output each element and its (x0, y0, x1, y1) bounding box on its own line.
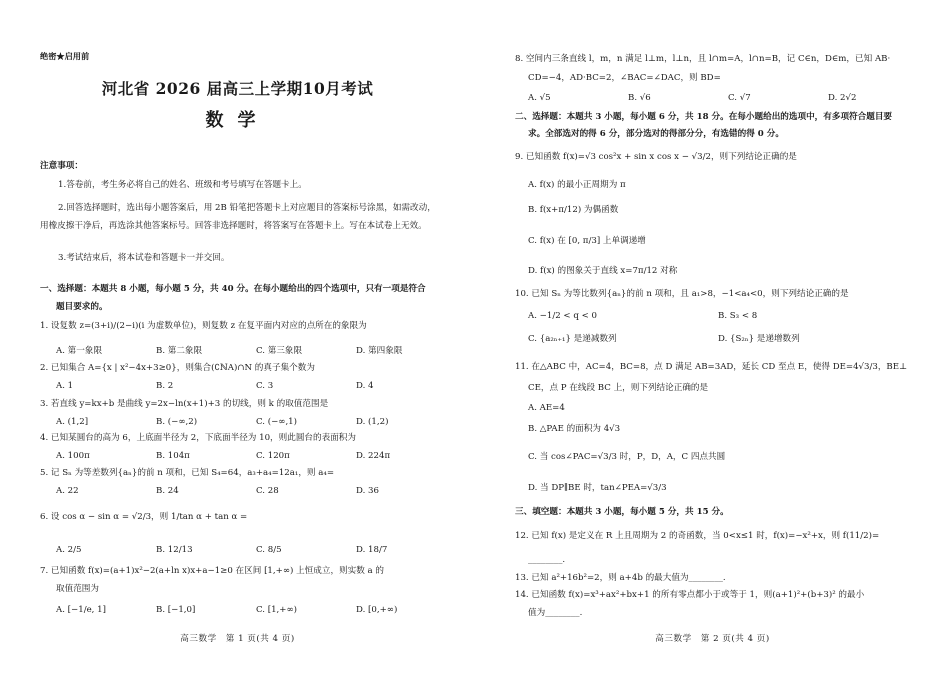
page-1-footer: 高三数学 第 1 页(共 4 页) (180, 634, 295, 644)
question-13: 13. 已知 a²+16b²=2，则 a+4b 的最大值为________. (515, 573, 726, 583)
q11-option-d: D. 当 DP∥BE 时，tan∠PEA=√3/3 (528, 483, 667, 493)
question-14-line1: 14. 已知函数 f(x)=x³+ax²+bx+1 的所有零点都小于或等于 1，则(a+1)²+(b+3)² 的最小 (515, 590, 865, 600)
question-8-line2: CD=−4，AD·BC=2，∠BAC=∠DAC，则 BD= (528, 73, 721, 83)
secret-label: 绝密★启用前 (40, 51, 90, 61)
q2-option-a: A. 1 (56, 381, 74, 391)
q7-option-c: C. [1,+∞) (256, 605, 297, 615)
q10-option-b: B. S₃ < 8 (718, 311, 758, 321)
q6-option-a: A. 2/5 (56, 545, 82, 555)
q1-option-a: A. 第一象限 (56, 346, 103, 356)
question-12-line2: ________. (528, 555, 566, 565)
question-14-line2: 值为________. (528, 608, 583, 618)
q6-option-c: C. 8/5 (256, 545, 282, 555)
q7-option-a: A. [−1/e, 1] (56, 605, 106, 615)
q8-option-d: D. 2√2 (828, 93, 857, 103)
notice-2: 2.回答选择题时，选出每小题答案后，用 2B 铅笔把答题卡上对应题目的答案标号涂黑，如需改动，用橡皮擦干净后，再选涂其他答案标号。回答非选择题时，将答案写在答题卡上。写在本试卷上无效。 (40, 203, 436, 231)
q5-option-d: D. 36 (356, 486, 379, 496)
section1-header-line1: 一、选择题：本题共 8 小题，每小题 5 分，共 40 分。在每小题给出的四个选项中，只有一项是符合 (40, 284, 426, 294)
section1-header-line2: 题目要求的。 (56, 302, 108, 312)
q11-option-b: B. △PAE 的面积为 4√3 (528, 424, 621, 434)
q9-option-d: D. f(x) 的图象关于直线 x=7π/12 对称 (528, 266, 678, 276)
notice-1: 1.答卷前，考生务必将自己的姓名、班级和考号填写在答题卡上。 (58, 180, 307, 190)
section2-header-line1: 二、选择题：本题共 3 小题，每小题 6 分，共 18 分。在每小题给出的选项中，有多项符合题目要 (515, 112, 893, 122)
q5-option-a: A. 22 (56, 486, 79, 496)
subject-title: 数学 (205, 110, 270, 131)
q1-option-d: D. 第四象限 (356, 346, 403, 356)
page-2-footer: 高三数学 第 2 页(共 4 页) (655, 634, 770, 644)
question-6-stem: 6. 设 cos α − sin α = √2/3，则 1/tan α + tan α = (40, 512, 248, 522)
question-1-stem: 1. 设复数 z=(3+i)/(2−i)(i 为虚数单位)，则复数 z 在复平面内对应的点所在的象限为 (40, 321, 367, 331)
question-7-stem-cont: 取值范围为 (56, 584, 99, 594)
question-12-line1: 12. 已知 f(x) 是定义在 R 上且周期为 2 的奇函数，当 0<x≤1 时，f(x)=−x²+x，则 f(11/2)= (515, 531, 880, 541)
q9-option-c: C. f(x) 在 [0, π/3] 上单调递增 (528, 236, 646, 246)
q9-option-b: B. f(x+π/12) 为偶函数 (528, 205, 619, 215)
question-11-line2: CE，点 P 在线段 BC 上，则下列结论正确的是 (528, 383, 709, 393)
q10-option-c: C. {a₂ₙ₊₁} 是递减数列 (528, 334, 617, 344)
section2-header-line2: 求。全部选对的得 6 分，部分选对的得部分分，有选错的得 0 分。 (528, 129, 784, 139)
q4-option-d: D. 224π (356, 451, 391, 461)
q4-option-b: B. 104π (156, 451, 190, 461)
q3-option-d: D. (1,2) (356, 417, 389, 427)
question-2-stem: 2. 已知集合 A={x | x²−4x+3≥0}，则集合(∁ℕA)∩N 的真子集个数为 (40, 363, 315, 373)
q7-option-d: D. [0,+∞) (356, 605, 398, 615)
q10-option-d: D. {S₂ₙ} 是递增数列 (718, 334, 800, 344)
q5-option-c: C. 28 (256, 486, 279, 496)
exam-page-2 (475, 0, 950, 673)
question-5-stem: 5. 记 Sₙ 为等差数列{aₙ}的前 n 项和，已知 S₄=64，a₃+a₄=12a₁，则 a₄= (40, 468, 335, 478)
q8-option-a: A. √5 (528, 93, 551, 103)
q2-option-c: C. 3 (256, 381, 274, 391)
q2-option-b: B. 2 (156, 381, 174, 391)
question-10-stem: 10. 已知 Sₙ 为等比数列{aₙ}的前 n 项和，且 a₁>8，−1<a₄<0，则下列结论正确的是 (515, 289, 849, 299)
question-8-line1: 8. 空间内三条直线 l，m，n 满足 l⊥m，l⊥n，且 l∩m=A，l∩n=B，记 C∈n，D∈m，已知 AB· (515, 54, 891, 64)
q6-option-b: B. 12/13 (156, 545, 193, 555)
q4-option-a: A. 100π (56, 451, 90, 461)
q11-option-a: A. AE=4 (528, 403, 565, 413)
question-3-stem: 3. 若直线 y=kx+b 是曲线 y=2x−ln(x+1)+3 的切线，则 k 的取值范围是 (40, 399, 329, 409)
question-9-stem: 9. 已知函数 f(x)=√3 cos²x + sin x cos x − √3/2，则下列结论正确的是 (515, 152, 797, 162)
q1-option-b: B. 第二象限 (156, 346, 203, 356)
question-4-stem: 4. 已知某圆台的高为 6，上底面半径为 2，下底面半径为 10，则此圆台的表面积为 (40, 433, 356, 443)
exam-title: 河北省 2026 届高三上学期10月考试 (101, 79, 374, 98)
q3-option-a: A. (1,2] (56, 417, 89, 427)
q1-option-c: C. 第三象限 (256, 346, 303, 356)
question-11-line1: 11. 在△ABC 中，AC=4，BC=8，点 D 满足 AB=3AD，延长 CD 至点 E，使得 DE=4√3/3，BE⊥ (515, 362, 908, 372)
q2-option-d: D. 4 (356, 381, 374, 391)
q7-option-b: B. [−1,0] (156, 605, 196, 615)
q8-option-c: C. √7 (728, 93, 751, 103)
q9-option-a: A. f(x) 的最小正周期为 π (528, 180, 626, 190)
q8-option-b: B. √6 (628, 93, 651, 103)
q3-option-c: C. (−∞,1) (256, 417, 297, 427)
q11-option-c: C. 当 cos∠PAC=√3/3 时，P，D，A，C 四点共圆 (528, 452, 726, 462)
section3-header: 三、填空题：本题共 3 小题，每小题 5 分，共 15 分。 (515, 507, 729, 517)
q6-option-d: D. 18/7 (356, 545, 388, 555)
notice-3: 3.考试结束后，将本试卷和答题卡一并交回。 (58, 253, 230, 263)
question-7-stem: 7. 已知函数 f(x)=(a+1)x²−2(a+ln x)x+a−1≥0 在区间 [1,+∞) 上恒成立，则实数 a 的 (40, 566, 384, 576)
q5-option-b: B. 24 (156, 486, 179, 496)
q3-option-b: B. (−∞,2) (156, 417, 198, 427)
notice-title: 注意事项： (40, 161, 83, 171)
q4-option-c: C. 120π (256, 451, 290, 461)
q10-option-a: A. −1/2 < q < 0 (528, 311, 597, 321)
